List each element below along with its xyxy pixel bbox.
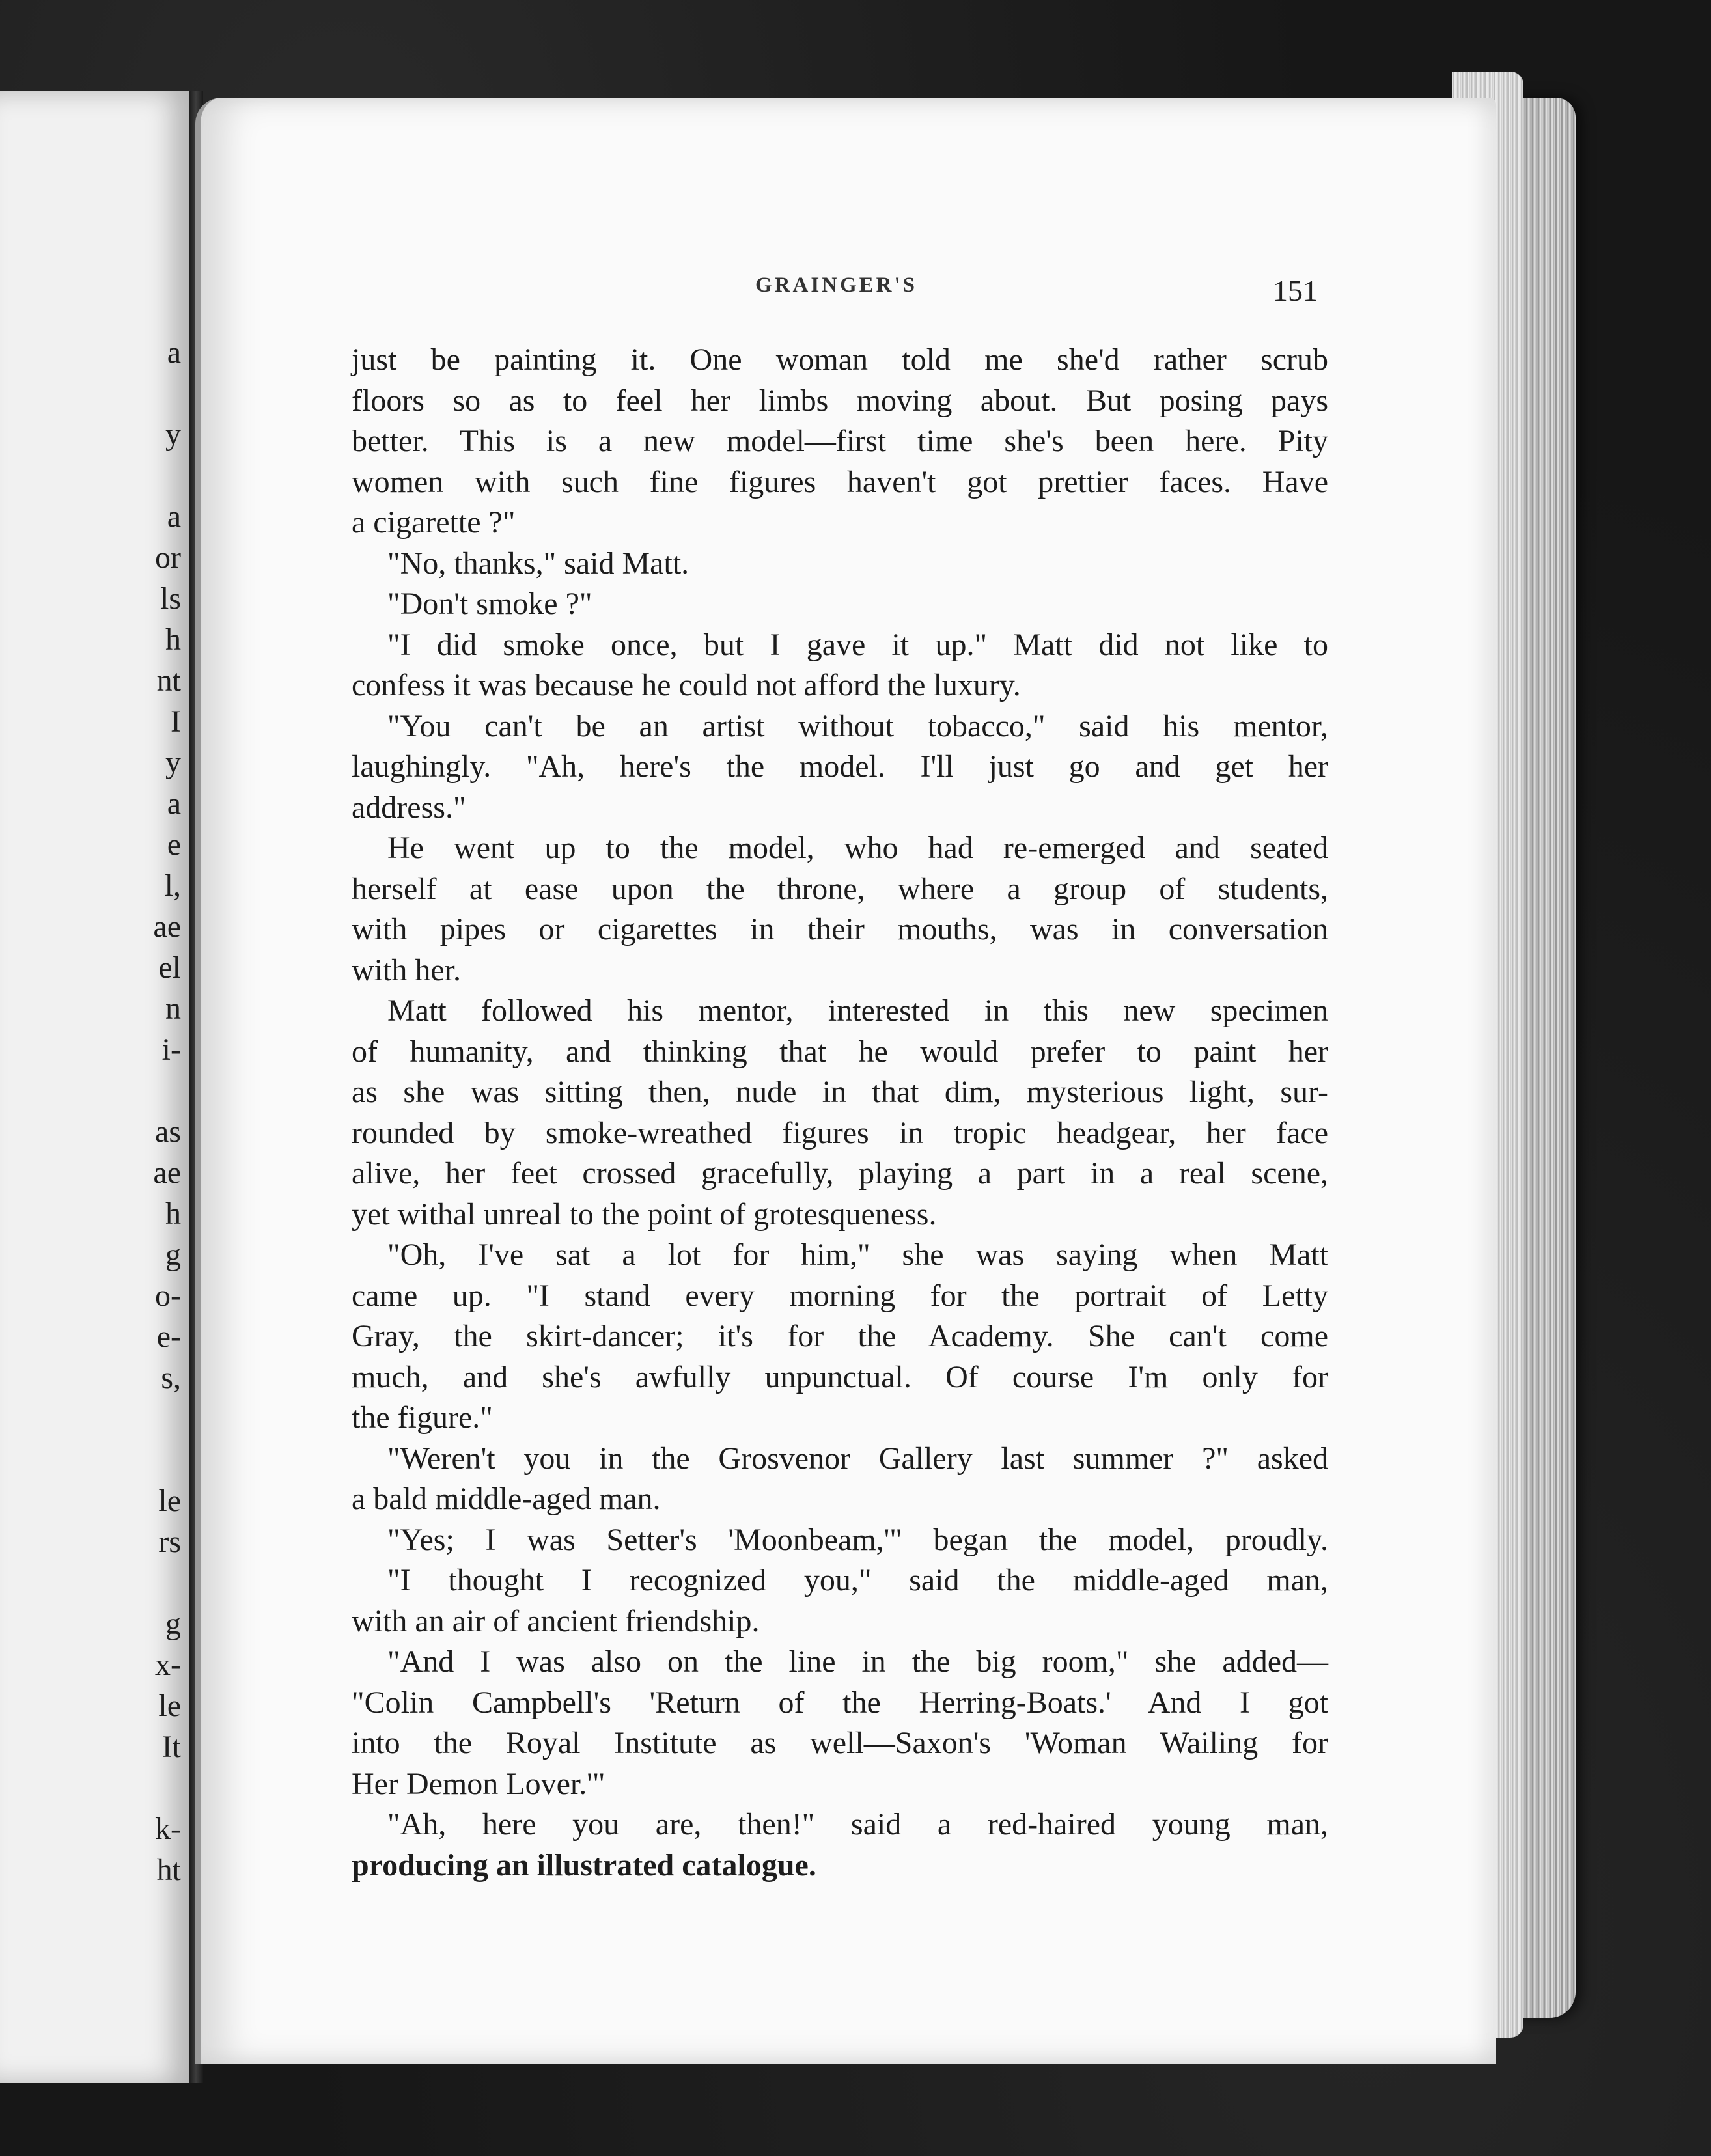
left-fragment: It (161, 1730, 181, 1764)
left-fragment: x- (155, 1648, 181, 1682)
text-line: of humanity, and thinking that he would prefer to paint her (352, 1034, 1328, 1069)
left-fragment: ls (160, 581, 181, 616)
text-line: better. This is a new model—first time she's been here. Pity (352, 424, 1328, 458)
text-line: a bald middle-aged man. (352, 1482, 661, 1516)
text-line: came up. "I stand every morning for the portrait of Letty (352, 1278, 1328, 1313)
text-line: "You can't be an artist without tobacco," said his mentor, (387, 708, 1328, 743)
left-fragment: le (158, 1484, 181, 1518)
text-line: just be painting it. One woman told me she'd rather scrub (352, 342, 1328, 377)
text-line: the figure." (352, 1400, 493, 1435)
text-line: much, and she's awfully unpunctual. Of course I'm only for (352, 1359, 1328, 1394)
text-line: women with such fine figures haven't got prettier faces. Have (352, 464, 1328, 499)
text-line: "Yes; I was Setter's 'Moonbeam,'" began the model, proudly. (387, 1522, 1328, 1557)
left-fragment: s, (161, 1361, 181, 1395)
left-fragment: y (165, 417, 181, 452)
body-text (352, 340, 1328, 1886)
left-fragment: i- (161, 1032, 181, 1067)
running-head: GRAINGER'S (755, 273, 918, 297)
text-line: confess it was because he could not afford the luxury. (352, 668, 1021, 702)
text-line: into the Royal Institute as well—Saxon's 'Woman Wailing for (352, 1726, 1328, 1760)
left-fragment: l, (164, 868, 181, 903)
left-fragment: ae (153, 909, 181, 944)
text-line: alive, her feet crossed gracefully, playing a part in a real scene, (352, 1156, 1328, 1191)
left-fragment: e- (156, 1320, 181, 1354)
left-fragment: n (165, 991, 181, 1026)
text-line: "And I was also on the line in the big room," she added— (387, 1644, 1328, 1679)
text-line: with her. (352, 952, 461, 988)
left-fragment: a (167, 786, 181, 821)
left-fragment: or (155, 540, 181, 575)
left-page-text-fragments (0, 332, 189, 1890)
text-line: laughingly. "Ah, here's the model. I'll just go and get her (352, 749, 1328, 784)
left-fragment: h (165, 622, 181, 657)
text-line: Matt followed his mentor, interested in this new specimen (387, 993, 1328, 1028)
text-line: "Ah, here you are, then!" said a red-haired young man, (387, 1807, 1328, 1842)
text-line: He went up to the model, who had re-emerged and seated (387, 831, 1328, 865)
text-line: with pipes or cigarettes in their mouths, was in conversation (352, 912, 1328, 947)
left-fragment (0, 1398, 181, 1439)
left-fragment: a (167, 499, 181, 534)
text-line: address." (352, 790, 466, 825)
left-fragment (0, 1070, 181, 1111)
left-fragment: rs (158, 1525, 181, 1559)
text-line: "Colin Campbell's 'Return of the Herring-Boats.' And I got (352, 1685, 1328, 1720)
left-fragment (0, 1767, 181, 1808)
text-line: herself at ease upon the throne, where a group of students, (352, 871, 1328, 906)
text-line: "I thought I recognized you," said the middle-aged man, (387, 1563, 1328, 1597)
left-fragment (0, 455, 181, 496)
text-line: floors so as to feel her limbs moving about. But posing pays (352, 383, 1328, 418)
left-fragment (0, 373, 181, 414)
text-line: "I did smoke once, but I gave it up." Matt did not like to (387, 627, 1328, 662)
left-fragment: g (165, 1237, 181, 1272)
text-line: "Don't smoke ?" (387, 587, 592, 621)
left-fragment: ae (153, 1155, 181, 1190)
text-line: as she was sitting then, nude in that dim, mysterious light, sur- (352, 1075, 1328, 1109)
left-fragment (0, 1439, 181, 1480)
text-line: Gray, the skirt-dancer; it's for the Academy. She can't come (352, 1319, 1328, 1353)
left-fragment: y (165, 745, 181, 780)
left-fragment: k- (155, 1812, 181, 1846)
left-fragment: o- (155, 1278, 181, 1313)
left-page (0, 91, 196, 2083)
text-line: rounded by smoke-wreathed figures in tropic headgear, her face (352, 1115, 1328, 1150)
left-fragment: nt (156, 663, 181, 698)
left-fragment: el (158, 950, 181, 985)
page-number: 151 (1273, 274, 1318, 307)
text-line: "Oh, I've sat a lot for him," she was saying when Matt (387, 1237, 1328, 1272)
text-line: yet withal unreal to the point of grotesqueness. (352, 1196, 937, 1232)
left-fragment: e (167, 827, 181, 862)
text-line: a cigarette ?" (352, 505, 516, 540)
text-line: producing an illustrated catalogue. (352, 1847, 816, 1883)
left-fragment: I (171, 704, 181, 739)
left-fragment: ht (156, 1853, 181, 1887)
text-line: "No, thanks," said Matt. (387, 546, 689, 581)
text-line: Her Demon Lover.'" (352, 1766, 605, 1801)
text-line: "Weren't you in the Grosvenor Gallery last summer ?" asked (387, 1441, 1328, 1476)
left-fragment: g (165, 1607, 181, 1641)
left-fragment: le (158, 1689, 181, 1723)
left-fragment: as (155, 1114, 181, 1149)
left-fragment: h (165, 1196, 181, 1231)
left-fragment: a (167, 335, 181, 370)
text-line: with an air of ancient friendship. (352, 1603, 760, 1638)
left-fragment (0, 1562, 181, 1603)
